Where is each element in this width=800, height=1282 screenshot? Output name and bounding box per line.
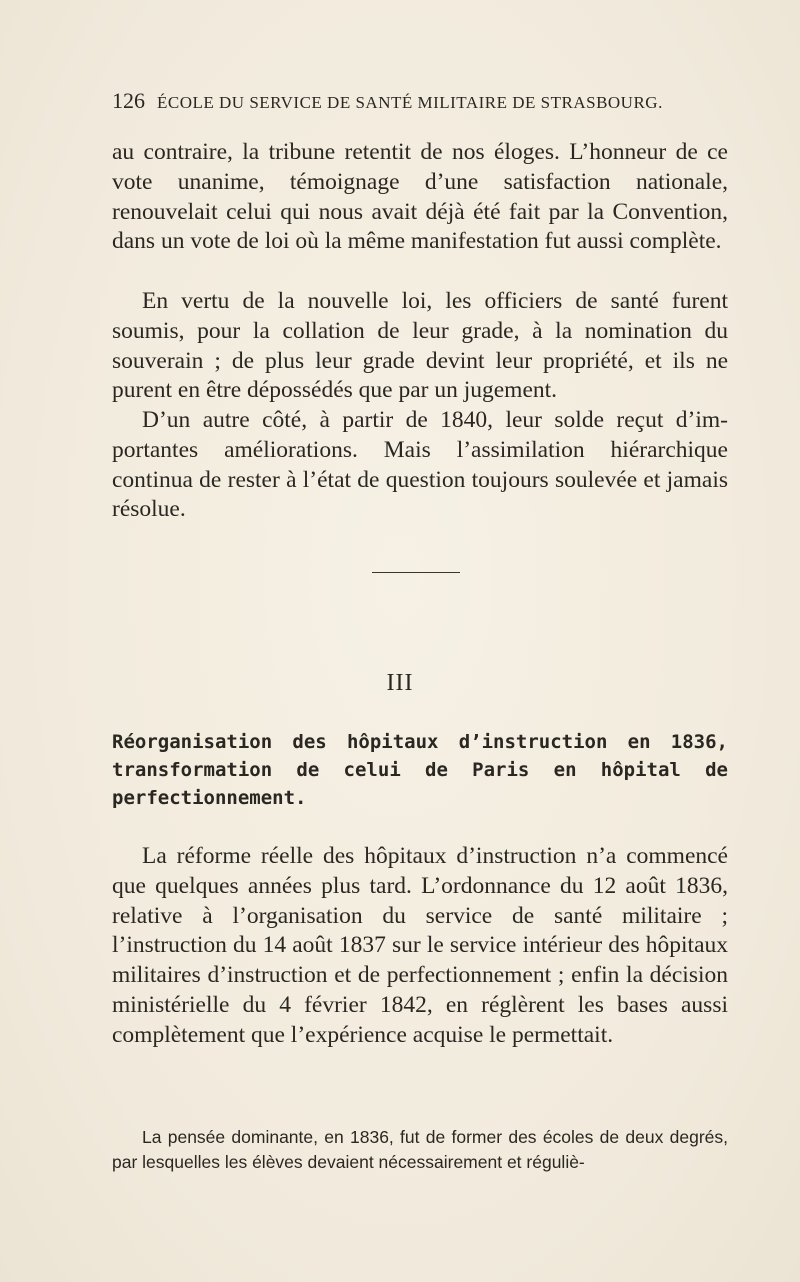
paragraph-2: En vertu de la nouvelle loi, les officiers de santé furent soumis, pour la collation de leur grade, à la nomination du souverain ; de plus leur grade devint leur propriété, et ils ne purent en être dépossédés que par un jugement. (112, 288, 728, 404)
section-paragraph: La réforme réelle des hôpitaux d’instruction n’a commencé que quelques années plus tard. L’ordonnance du 12 août 1836, relative à l’organisation du service de santé militaire ; l’instruction du 14 août 1837 sur le service intérieur des hôpitaux militaires d’instruction et de perfectionnement ; enfin la décision ministérielle du 4 février 1842, en réglèrent les bases aussi complètement que l’expérience acquise le permettait. (112, 843, 728, 1048)
paragraph-3: D’un autre côté, à partir de 1840, leur solde reçut d’importantes améliorations. Mais l’assimilation hiérarchique continua de rester à l’état de question toujours soulevée et jamais résolue. (112, 407, 728, 523)
paragraph-1: au contraire, la tribune retentit de nos éloges. L’honneur de ce vote unanime, témoignage d’une satisfaction nationale, renouvelait celui qui nous avait déjà été fait par la Convention, dans un vote de loi où la même manifestation fut aussi complète. (112, 139, 728, 255)
section-divider (372, 572, 460, 573)
running-title: ÉCOLE DU SERVICE DE SANTÉ MILITAIRE DE STRASBOURG. (157, 93, 663, 112)
page-number: 126 (112, 88, 145, 113)
section-note: La pensée dominante, en 1836, fut de former des écoles de deux degrés, par lesquelles les élèves devaient nécessairement et réguliè- (112, 1127, 728, 1172)
section-title: Réorganisation des hôpitaux d’instruction en 1836, transformation de celui de Paris en hôpital de perfectionnement. (112, 731, 728, 809)
running-header (112, 88, 728, 114)
section-number: III (386, 670, 414, 696)
